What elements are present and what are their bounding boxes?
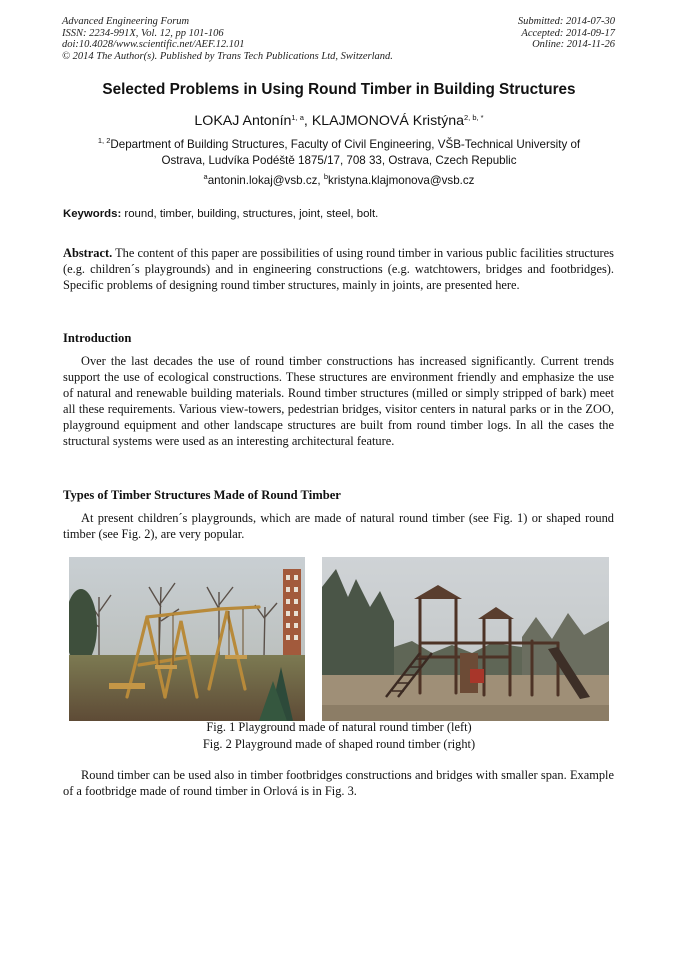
- figure-2-photo: [322, 557, 609, 721]
- types-paragraph: At present children´s playgrounds, which are made of natural round timber (see Fig. 1) or shaped round timber (see Fig. 2), are very popular.: [63, 511, 614, 541]
- abstract-label: Abstract.: [63, 246, 113, 260]
- copyright-line: © 2014 The Author(s). Published by Trans Tech Publications Ltd, Switzerland.: [62, 50, 393, 62]
- affiliation-line-2: Ostrava, Ludvíka Podéště 1875/17, 708 33, Ostrava, Czech Republic: [161, 154, 517, 167]
- author-list: [0, 113, 678, 129]
- introduction-paragraph: Over the last decades the use of round timber constructions has increased significantly. Current trends support the use of ecological constructions. These structures are environment friendly and emphasize the use of natural and renewable building materials. Round timber structures (milled or simply stripped of bark) meet all these requirements. Various view-towers, pedestrian bridges, visitor centers in natural parks or in the ZOO, playground equipment and other landscape structures are built from round timber logs. In all the cases the structural systems were used as an interesting architectural feature.: [63, 354, 614, 448]
- author-1-name: LOKAJ Antonín: [194, 113, 292, 129]
- figure-1-photo: [69, 557, 305, 721]
- keywords: [63, 208, 618, 220]
- issn-line: ISSN: 2234-991X, Vol. 12, pp 101-106: [62, 27, 224, 39]
- abstract: [63, 245, 614, 293]
- keywords-label: Keywords:: [63, 208, 122, 220]
- abstract-text: The content of this paper are possibilities of using round timber in various public facilities structures (e.g. children´s playgrounds) and in engineering constructions (e.g. watchtowers, bridges and footbridges). Specific problems of designing round timber structures, mainly in joints, are presented here.: [63, 246, 614, 292]
- closing-paragraph: Round timber can be used also in timber footbridges constructions and bridges with smaller span. Example of a footbridge made of round timber in Orlová is in Fig. 3.: [63, 768, 614, 798]
- email-link-b[interactable]: kristyna.klajmonova@vsb.cz: [328, 174, 475, 187]
- author-2-name: KLAJMONOVÁ Kristýna: [311, 113, 464, 129]
- accepted-date: Accepted: 2014-09-17: [521, 27, 615, 39]
- affiliation: [0, 137, 678, 169]
- author-2-affiliation-marker: 2, b, *: [463, 113, 484, 122]
- email-link-a[interactable]: antonin.lokaj@vsb.cz,: [207, 174, 324, 187]
- types-heading: Types of Timber Structures Made of Round Timber: [63, 488, 341, 502]
- affiliation-line-1: $^{1, 2}$Department of Building Structures, Faculty of Civil Engineering, VŠB-Technical University of: [97, 136, 581, 151]
- journal-name: Advanced Engineering Forum: [62, 16, 190, 27]
- affiliation-marker: 1, 2: [97, 136, 111, 145]
- journal-metadata: [62, 16, 393, 62]
- keywords-text: round, timber, building, structures, joint, steel, bolt.: [121, 208, 379, 220]
- figure-1-caption: Fig. 1 Playground made of natural round timber (left): [206, 720, 472, 734]
- figure-2-caption: Fig. 2 Playground made of shaped round timber (right): [202, 737, 476, 751]
- author-1-affiliation-marker: 1, a: [291, 113, 304, 122]
- introduction-heading: Introduction: [63, 331, 132, 345]
- submission-dates: [518, 16, 615, 51]
- online-date: Online: 2014-11-26: [532, 39, 615, 51]
- author-separator: ,: [303, 113, 312, 129]
- submitted-date: Submitted: 2014-07-30: [517, 16, 615, 27]
- author-emails: $^a$antonin.lokaj@vsb.cz, $^b$kristyna.klajmonova@vsb.cz: [203, 172, 475, 187]
- doi-line: doi:10.4028/www.scientific.net/AEF.12.101: [62, 39, 245, 51]
- paper-title: Selected Problems in Using Round Timber in Building Structures: [102, 81, 576, 98]
